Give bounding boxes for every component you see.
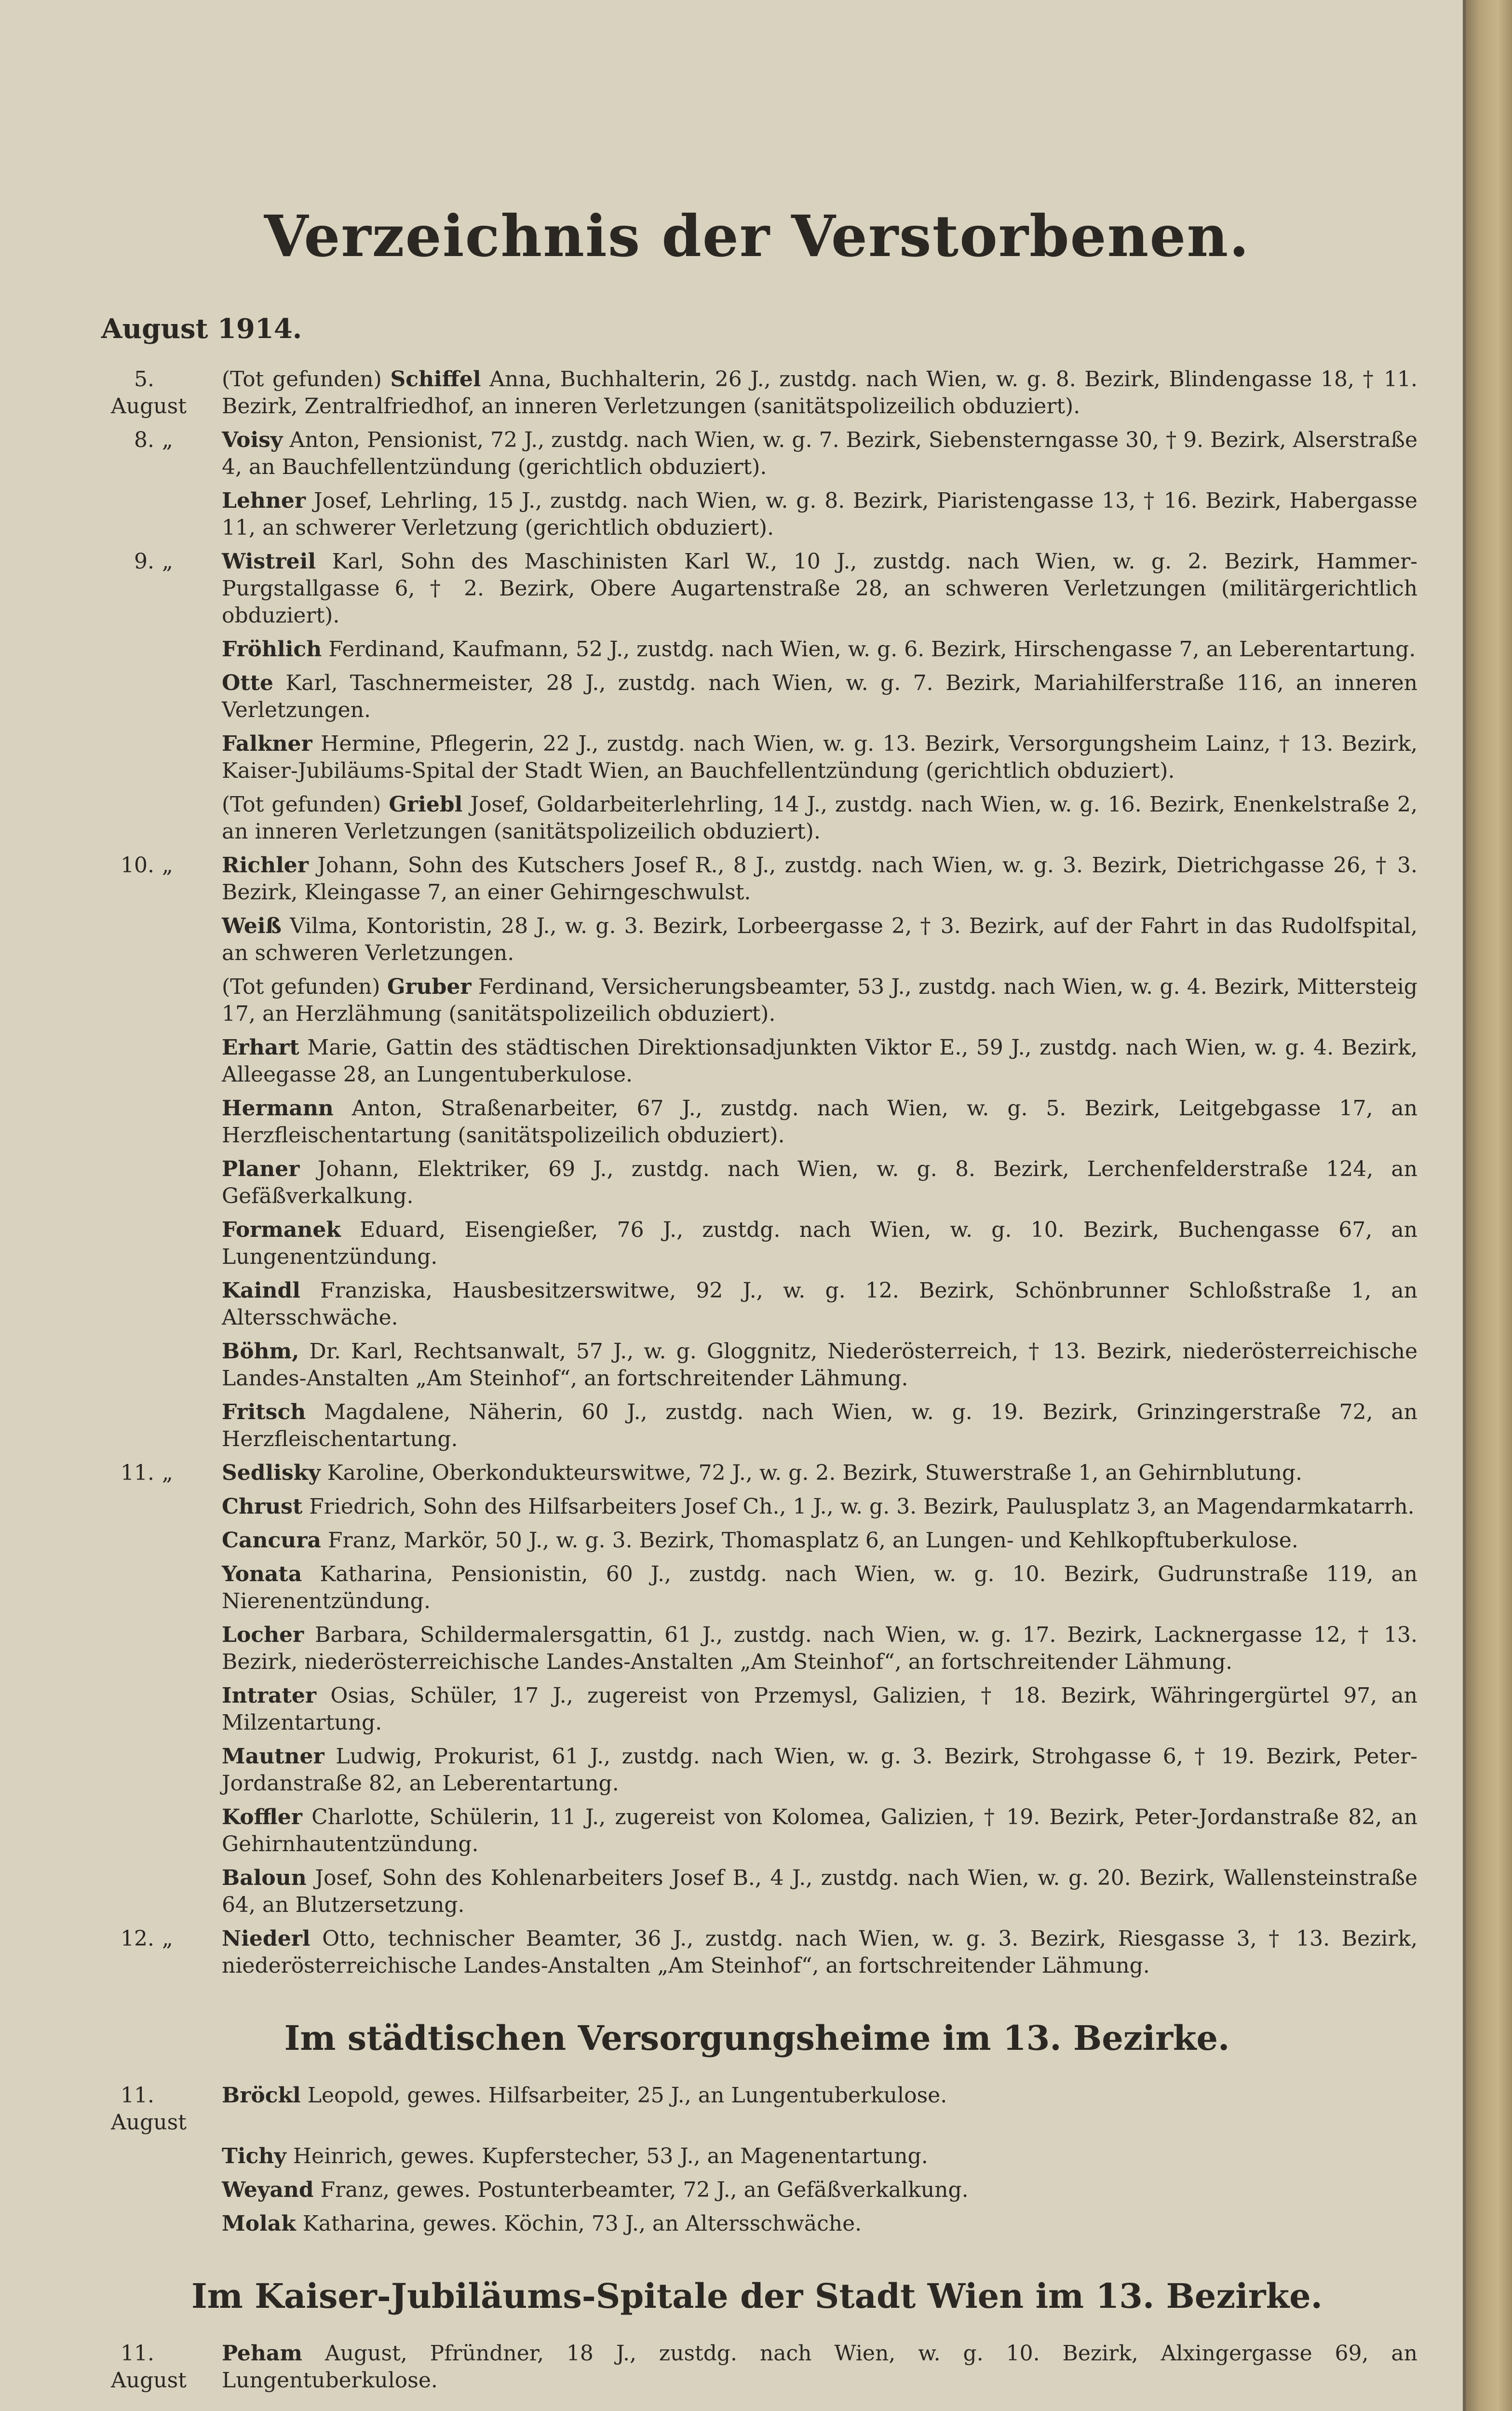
entry-date: [96, 1682, 222, 1736]
deceased-name: Locher: [222, 1623, 304, 1647]
deceased-name: Niederl: [222, 1926, 310, 1951]
entry-details: Eduard, Eisengießer, 76 J., zustdg. nach Wien, w. g. 10. Bezirk, Buchengasse 67, an Lungenentzündung.: [222, 1218, 1418, 1269]
deceased-name: Lehner: [222, 488, 306, 513]
deceased-name: Kaindl: [222, 1278, 300, 1303]
entry-date: [96, 913, 222, 967]
entry-date: [96, 2340, 222, 2394]
entry-body: [222, 1527, 1418, 1554]
entry-date: [96, 1217, 222, 1271]
death-entry: [96, 548, 1418, 629]
entry-day: 11.: [121, 2083, 154, 2108]
entry-date: [96, 1493, 222, 1520]
deceased-name: Wistreil: [222, 549, 316, 574]
entry-details: August, Pfründner, 18 J., zustdg. nach Wien, w. g. 10. Bezirk, Alxingergasse 69, an Lungentuberkulose.: [222, 2341, 1418, 2393]
entry-details: Marie, Gattin des städtischen Direktionsadjunkten Viktor E., 59 J., zustdg. nach Wien, w. g. 4. Bezirk, Alleegasse 28, an Lungentuberkulose.: [222, 1035, 1418, 1087]
entry-details: Josef, Sohn des Kohlenarbeiters Josef B., 4 J., zustdg. nach Wien, w. g. 20. Bezirk, Wallensteinstraße 64, an Blutzersetzung.: [222, 1866, 1418, 1917]
deceased-name: Otte: [222, 671, 273, 695]
entry-month: August: [111, 2110, 187, 2135]
death-entry: [96, 2340, 1418, 2394]
entry-details: Karl, Taschnermeister, 28 J., zustdg. nach Wien, w. g. 7. Bezirk, Mariahilferstraße 116, an inneren Verletzungen.: [222, 671, 1418, 722]
entry-body: [222, 791, 1418, 845]
death-entry: [96, 1561, 1418, 1615]
entry-prefix: (Tot gefunden): [222, 792, 381, 817]
death-entry: [96, 636, 1418, 663]
entry-date: [96, 1460, 222, 1487]
death-entry: [96, 1622, 1418, 1676]
entry-details: Anton, Straßenarbeiter, 67 J., zustdg. nach Wien, w. g. 5. Bezirk, Leitgebgasse 17, an Herzfleischentartung (sanitätspolizeilich obduziert).: [222, 1096, 1418, 1148]
entry-details: Johann, Elektriker, 69 J., zustdg. nach Wien, w. g. 8. Bezirk, Lerchenfelderstraße 124, an Gefäßverkalkung.: [222, 1157, 1418, 1208]
entry-body: [222, 1156, 1418, 1210]
entry-body: [222, 2082, 1418, 2136]
entry-body: [222, 1277, 1418, 1331]
entry-body: [222, 427, 1418, 481]
entry-date: [96, 852, 222, 906]
section-title: Im städtischen Versorgungsheime im 13. Bezirke.: [284, 2018, 1230, 2058]
entry-body: [222, 1925, 1418, 1979]
month-heading: August 1914.: [101, 313, 302, 345]
deceased-name: Weyand: [222, 2178, 314, 2202]
entry-body: [222, 731, 1418, 785]
death-entry: [96, 791, 1418, 845]
entry-date: [96, 2143, 222, 2170]
entry-month: „: [162, 853, 173, 878]
entry-body: [222, 1743, 1418, 1797]
entry-details: Magdalene, Näherin, 60 J., zustdg. nach Wien, w. g. 19. Bezirk, Grinzingerstraße 72, an Herzfleischentartung.: [222, 1400, 1418, 1451]
entry-date: [96, 791, 222, 845]
deceased-name: Falkner: [222, 731, 312, 756]
entry-body: [222, 1338, 1418, 1392]
entry-prefix: (Tot gefunden): [222, 367, 382, 392]
book-binding: [1466, 0, 1512, 2411]
entry-date: [96, 731, 222, 785]
entry-details: Vilma, Kontoristin, 28 J., w. g. 3. Bezirk, Lorbeergasse 2, † 3. Bezirk, auf der Fahrt in das Rudolfspital, an schweren Verletzungen.: [222, 914, 1418, 965]
entry-date: [96, 1156, 222, 1210]
entry-details: Katharina, gewes. Köchin, 73 J., an Altersschwäche.: [302, 2211, 862, 2236]
entry-details: Heinrich, gewes. Kupferstecher, 53 J., an Magenentartung.: [293, 2144, 928, 2168]
entry-day: 10.: [121, 853, 154, 878]
page-title: Verzeichnis der Verstorbenen.: [264, 203, 1250, 270]
entry-body: [222, 1095, 1418, 1149]
entry-month: August: [111, 2368, 187, 2393]
entry-day: 11.: [121, 2341, 154, 2366]
entry-body: [222, 1622, 1418, 1676]
death-entry: [96, 1865, 1418, 1919]
deceased-name: Yonata: [222, 1562, 302, 1586]
entry-date: [96, 1622, 222, 1676]
death-entry: [96, 488, 1418, 542]
deceased-name: Bröckl: [222, 2083, 301, 2108]
entry-body: [222, 974, 1418, 1028]
section-title: Im Kaiser-Jubiläums-Spitale der Stadt Wien im 13. Bezirke.: [191, 2276, 1323, 2316]
deceased-name: Böhm,: [222, 1339, 299, 1364]
death-entry: [96, 1460, 1418, 1487]
entry-month: „: [162, 1926, 173, 1951]
entry-date: [96, 974, 222, 1028]
entry-date: [96, 1925, 222, 1979]
entry-date: [96, 366, 222, 420]
entry-details: Dr. Karl, Rechtsanwalt, 57 J., w. g. Gloggnitz, Niederösterreich, † 13. Bezirk, niederösterreichische Landes-Anstalten „Am Steinhof“, an fortschreitender Lähmung.: [222, 1339, 1418, 1391]
death-entry: [96, 1277, 1418, 1331]
entry-details: Franz, Markör, 50 J., w. g. 3. Bezirk, Thomasplatz 6, an Lungen- und Kehlkopftuberkulose.: [328, 1528, 1298, 1553]
entry-body: [222, 488, 1418, 542]
death-entry: [96, 1804, 1418, 1858]
entry-month: „: [162, 1461, 173, 1485]
entry-body: [222, 2210, 1418, 2237]
document-content: [96, 203, 1418, 2411]
entry-details: Hermine, Pflegerin, 22 J., zustdg. nach Wien, w. g. 13. Bezirk, Versorgungsheim Lainz, † 13. Bezirk, Kaiser-Jubiläums-Spital der Stadt Wien, an Bauchfellentzündung (gerichtlich obduziert).: [222, 731, 1418, 783]
entry-body: [222, 670, 1418, 724]
deceased-name: Gruber: [387, 975, 472, 999]
death-entry: [96, 1217, 1418, 1271]
death-entry: [96, 1338, 1418, 1392]
entry-details: Otto, technischer Beamter, 36 J., zustdg. nach Wien, w. g. 3. Bezirk, Riesgasse 3, † 13. Bezirk, niederösterreichische Landes-Anstalten „Am Steinhof“, an fortschreitender Lähmung.: [222, 1926, 1418, 1978]
deceased-name: Hermann: [222, 1096, 334, 1121]
death-entry: [96, 1682, 1418, 1736]
entry-date: [96, 1034, 222, 1088]
deceased-name: Sedlisky: [222, 1461, 321, 1485]
deceased-name: Fritsch: [222, 1400, 306, 1424]
entry-body: [222, 1493, 1418, 1520]
entry-date: [96, 636, 222, 663]
deceased-name: Intrater: [222, 1683, 317, 1708]
entry-details: Charlotte, Schülerin, 11 J., zugereist von Kolomea, Galizien, † 19. Bezirk, Peter-Jordanstraße 82, an Gehirnhautentzündung.: [222, 1805, 1418, 1856]
entry-date: [96, 1095, 222, 1149]
entry-details: Katharina, Pensionistin, 60 J., zustdg. nach Wien, w. g. 10. Bezirk, Gudrunstraße 119, an Nierenentzündung.: [222, 1562, 1418, 1613]
entry-body: [222, 1217, 1418, 1271]
entry-details: Friedrich, Sohn des Hilfsarbeiters Josef Ch., 1 J., w. g. 3. Bezirk, Paulusplatz 3, an Magendarmkatarrh.: [309, 1494, 1415, 1519]
entry-body: [222, 1399, 1418, 1453]
entry-date: [96, 1804, 222, 1858]
entry-details: Barbara, Schildermalersgattin, 61 J., zustdg. nach Wien, w. g. 17. Bezirk, Lacknergasse 12, † 13. Bezirk, niederösterreichische Landes-Anstalten „Am Steinhof“, an fortschreitender Lähmung.: [222, 1623, 1418, 1674]
entry-month: August: [111, 394, 187, 419]
death-entry: [96, 913, 1418, 967]
death-entry: [96, 2177, 1418, 2204]
death-entry: [96, 1527, 1418, 1554]
entry-body: [222, 1682, 1418, 1736]
death-entry: [96, 974, 1418, 1028]
deceased-name: Griebl: [389, 792, 463, 817]
entry-details: Karl, Sohn des Maschinisten Karl W., 10 J., zustdg. nach Wien, w. g. 2. Bezirk, Hammer-Purgstallgasse 6, † 2. Bezirk, Obere Augartenstraße 28, an schweren Verletzungen (militärgerichtlich obduziert).: [222, 549, 1418, 628]
entry-details: Karoline, Oberkondukteurswitwe, 72 J., w. g. 2. Bezirk, Stuwerstraße 1, an Gehirnblutung.: [327, 1461, 1303, 1485]
deceased-name: Formanek: [222, 1218, 341, 1242]
death-entry: [96, 731, 1418, 785]
deceased-name: Tichy: [222, 2144, 286, 2168]
entry-date: [96, 670, 222, 724]
entry-body: [222, 366, 1418, 420]
entry-details: Anton, Pensionist, 72 J., zustdg. nach Wien, w. g. 7. Bezirk, Siebensterngasse 30, † 9. Bezirk, Alserstraße 4, an Bauchfellentzündung (gerichtlich obduziert).: [222, 428, 1418, 479]
entry-prefix: (Tot gefunden): [222, 975, 380, 999]
entry-month: „: [162, 428, 173, 452]
deceased-name: Baloun: [222, 1866, 307, 1890]
death-entry: [96, 427, 1418, 481]
entry-day: 12.: [121, 1926, 154, 1951]
entry-body: [222, 2340, 1418, 2394]
deceased-name: Weiß: [222, 914, 282, 938]
entry-details: Josef, Lehrling, 15 J., zustdg. nach Wien, w. g. 8. Bezirk, Piaristengasse 13, † 16. Bezirk, Habergasse 11, an schwerer Verletzung (gerichtlich obduziert).: [222, 488, 1418, 540]
entry-body: [222, 852, 1418, 906]
entry-details: Franz, gewes. Postunterbeamter, 72 J., an Gefäßverkalkung.: [320, 2178, 969, 2202]
entry-details: Anna, Buchhalterin, 26 J., zustdg. nach Wien, w. g. 8. Bezirk, Blindengasse 18, † 11. Bezirk, Zentralfriedhof, an inneren Verletzungen (sanitätspolizeilich obduziert).: [222, 367, 1418, 419]
deceased-name: Koffler: [222, 1805, 302, 1829]
death-entry: [96, 366, 1418, 420]
death-entry: [96, 2210, 1418, 2237]
entry-month: „: [162, 549, 173, 574]
entry-day: 8.: [134, 428, 154, 452]
death-entry: [96, 1095, 1418, 1149]
death-entry: [96, 2143, 1418, 2170]
deceased-name: Schiffel: [390, 367, 481, 392]
entry-details: Ferdinand, Versicherungsbeamter, 53 J., zustdg. nach Wien, w. g. 4. Bezirk, Mittersteig 17, an Herzlähmung (sanitätspolizeilich obduziert).: [222, 975, 1418, 1026]
deceased-name: Erhart: [222, 1035, 299, 1060]
deceased-name: Peham: [222, 2341, 302, 2366]
death-entry: [96, 1493, 1418, 1520]
death-entry: [96, 1925, 1418, 1979]
entry-day: 5.: [134, 367, 154, 392]
entry-date: [96, 1399, 222, 1453]
death-entry: [96, 1743, 1418, 1797]
entry-details: Josef, Goldarbeiterlehrling, 14 J., zustdg. nach Wien, w. g. 16. Bezirk, Enenkelstraße 2, an inneren Verletzungen (sanitätspolizeilich obduziert).: [222, 792, 1418, 844]
entry-date: [96, 427, 222, 481]
entry-date: [96, 2082, 222, 2136]
deceased-name: Mautner: [222, 1744, 324, 1769]
entry-details: Johann, Sohn des Kutschers Josef R., 8 J., zustdg. nach Wien, w. g. 3. Bezirk, Dietrichgasse 26, † 3. Bezirk, Kleingasse 7, an einer Gehirngeschwulst.: [222, 853, 1418, 905]
entry-date: [96, 1561, 222, 1615]
death-entry: [96, 1156, 1418, 1210]
entry-date: [96, 1743, 222, 1797]
death-entry: [96, 1034, 1418, 1088]
entry-date: [96, 548, 222, 629]
death-entry: [96, 670, 1418, 724]
section-list: [96, 2018, 1418, 2411]
death-entry: [96, 1399, 1418, 1453]
main-entry-list: [96, 366, 1418, 1979]
entry-date: [96, 2210, 222, 2237]
entry-body: [222, 1804, 1418, 1858]
deceased-name: Fröhlich: [222, 637, 322, 662]
entry-body: [222, 1034, 1418, 1088]
deceased-name: Cancura: [222, 1528, 321, 1553]
entry-details: Ludwig, Prokurist, 61 J., zustdg. nach Wien, w. g. 3. Bezirk, Strohgasse 6, † 19. Bezirk, Peter-Jordanstraße 82, an Leberentartung.: [222, 1744, 1418, 1796]
entry-date: [96, 488, 222, 542]
death-entry: [96, 852, 1418, 906]
entry-date: [96, 2177, 222, 2204]
entry-date: [96, 1865, 222, 1919]
entry-details: Ferdinand, Kaufmann, 52 J., zustdg. nach Wien, w. g. 6. Bezirk, Hirschengasse 7, an Leberentartung.: [328, 637, 1416, 662]
deceased-name: Planer: [222, 1157, 300, 1181]
deceased-name: Molak: [222, 2211, 296, 2236]
entry-body: [222, 1460, 1418, 1487]
entry-body: [222, 1865, 1418, 1919]
entry-body: [222, 913, 1418, 967]
entry-details: Leopold, gewes. Hilfsarbeiter, 25 J., an Lungentuberkulose.: [307, 2083, 947, 2108]
deceased-name: Voisy: [222, 428, 283, 452]
entry-day: 11.: [121, 1461, 154, 1485]
entry-date: [96, 1338, 222, 1392]
death-entry: [96, 2082, 1418, 2136]
entry-body: [222, 548, 1418, 629]
deceased-name: Richler: [222, 853, 309, 878]
entry-body: [222, 636, 1418, 663]
entry-details: Franziska, Hausbesitzerswitwe, 92 J., w. g. 12. Bezirk, Schönbrunner Schloßstraße 1, an Altersschwäche.: [222, 1278, 1418, 1330]
entry-day: 9.: [134, 549, 154, 574]
deceased-name: Chrust: [222, 1494, 303, 1519]
entry-date: [96, 1527, 222, 1554]
entry-body: [222, 1561, 1418, 1615]
entry-date: [96, 1277, 222, 1331]
entry-body: [222, 2177, 1418, 2204]
entry-body: [222, 2143, 1418, 2170]
entry-details: Osias, Schüler, 17 J., zugereist von Przemysl, Galizien, † 18. Bezirk, Währingergürtel 97, an Milzentartung.: [222, 1683, 1418, 1735]
